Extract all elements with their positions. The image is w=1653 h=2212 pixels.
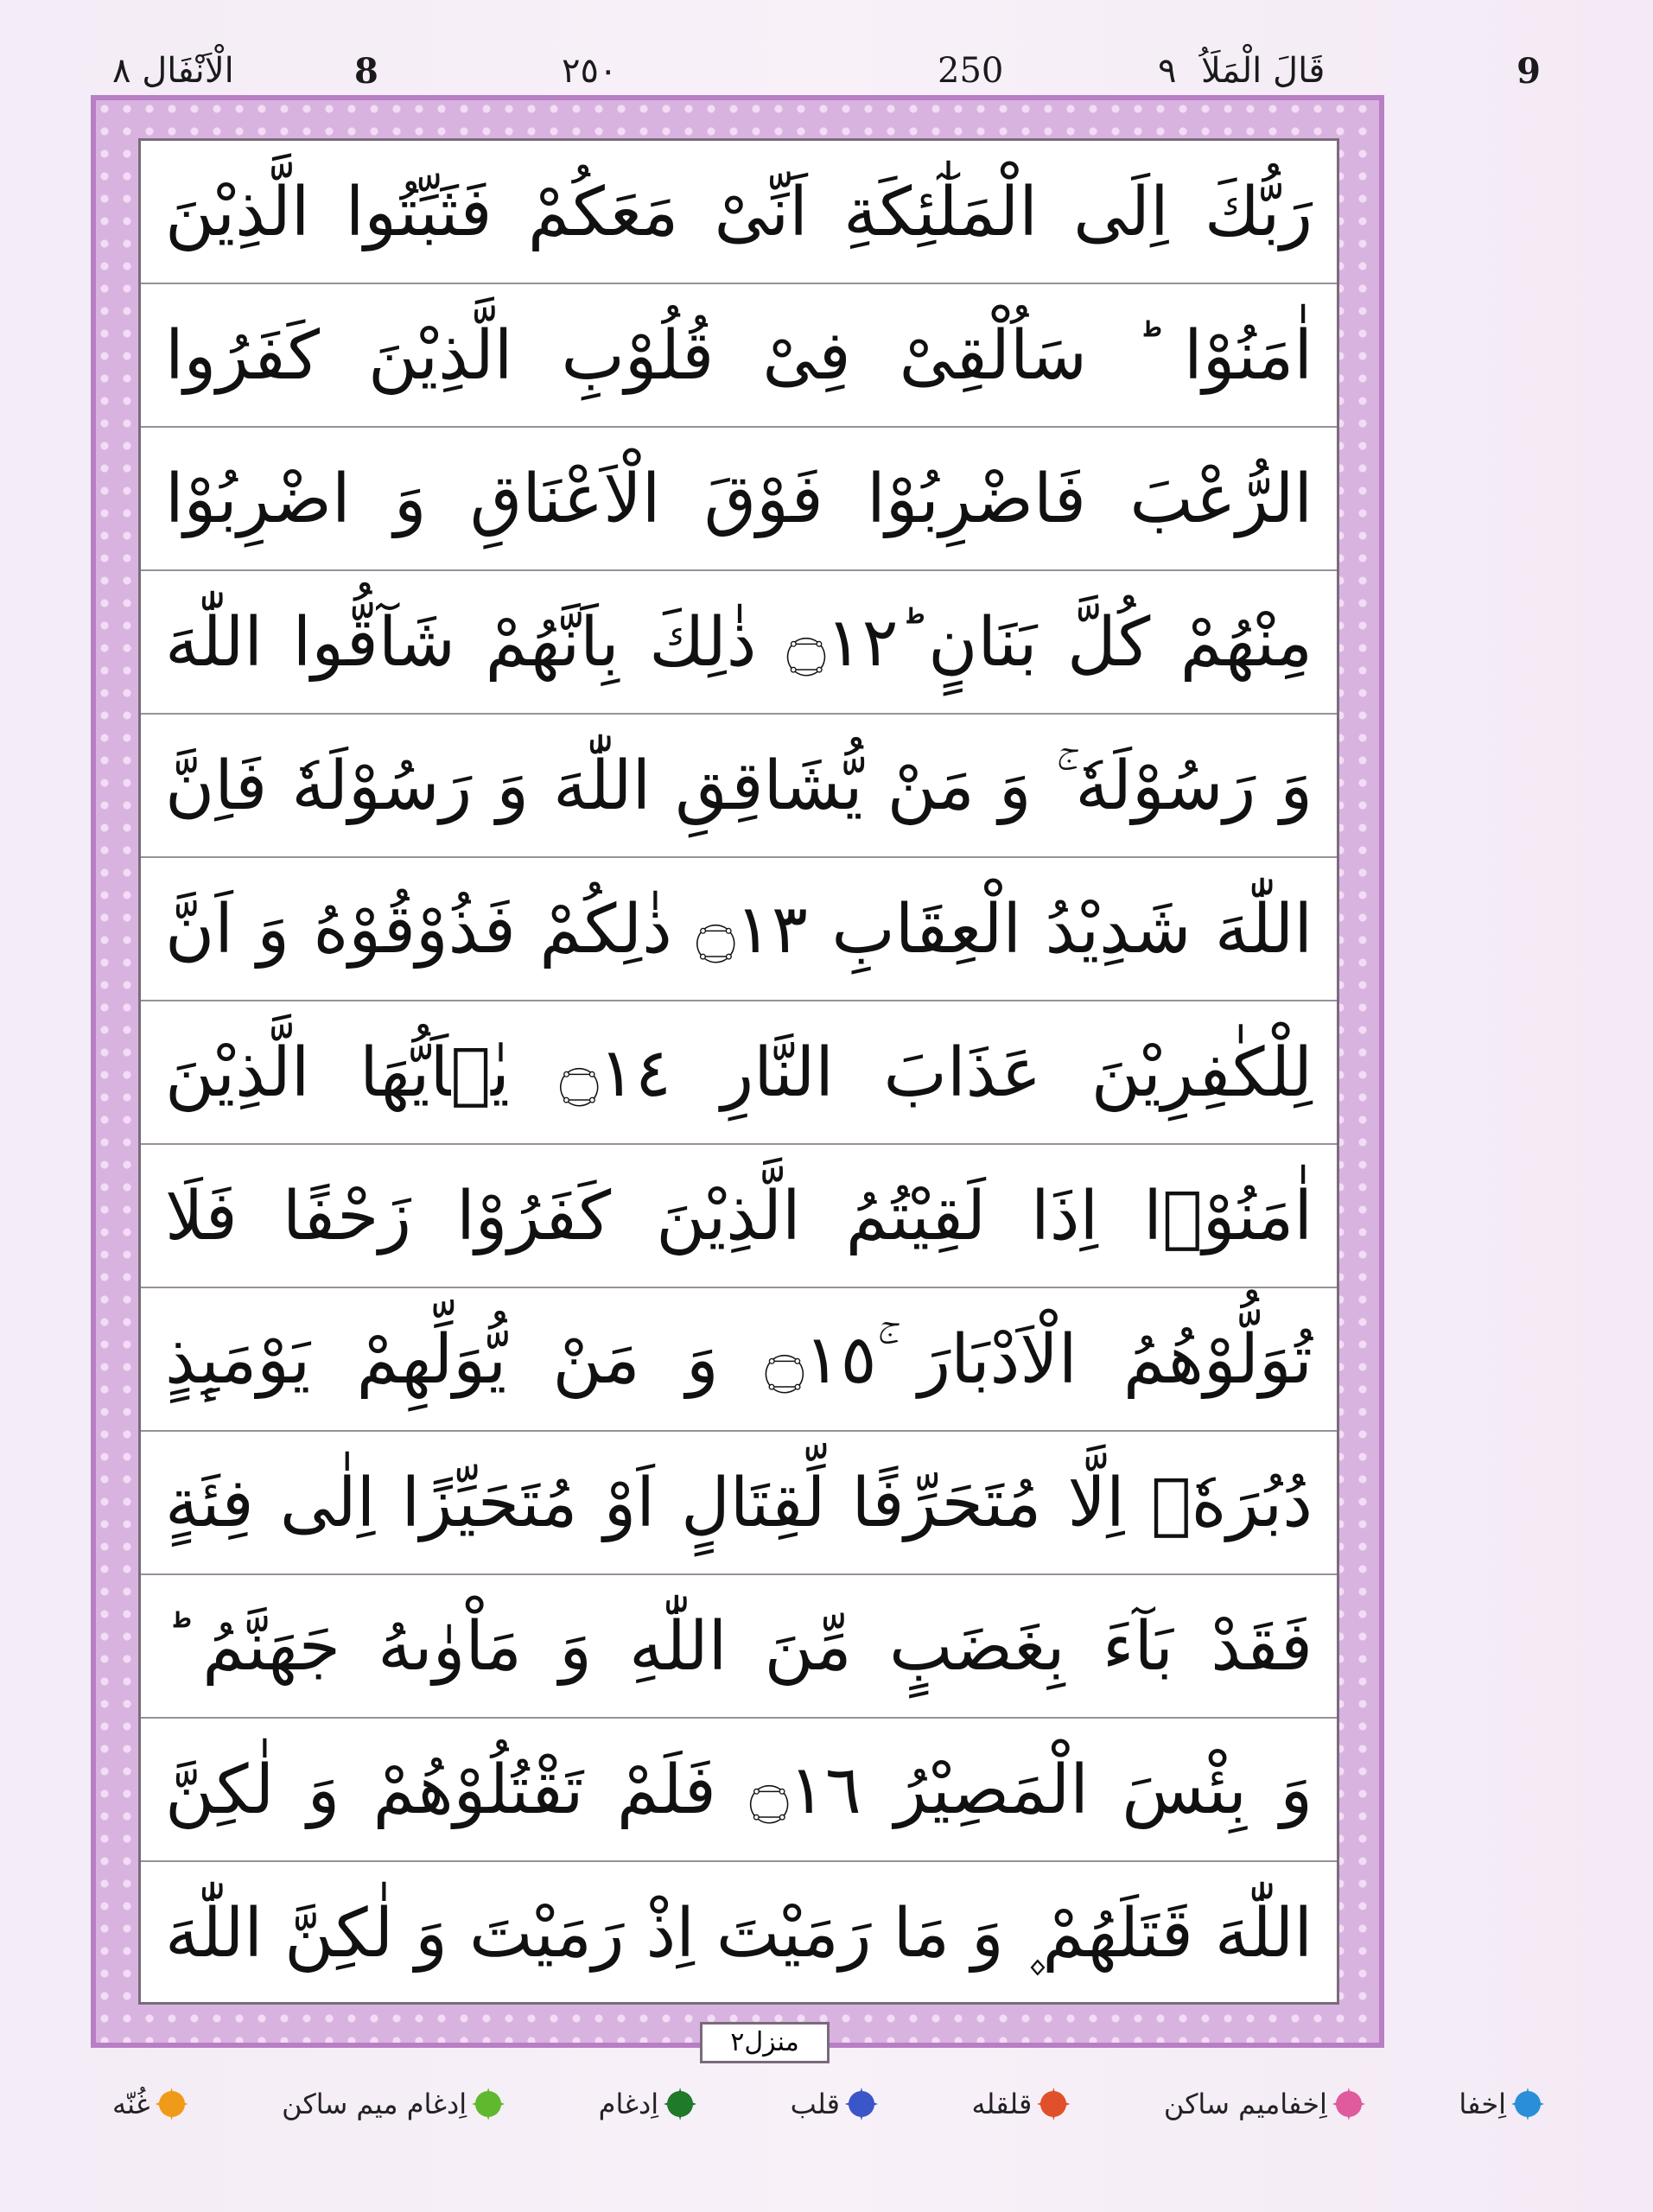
- star-icon: [1515, 2091, 1541, 2117]
- tajweed-legend: [112, 2078, 1541, 2130]
- star-icon: [1336, 2091, 1362, 2117]
- page-header: [112, 48, 1541, 95]
- page-number: 250: [938, 51, 1004, 91]
- legend-item: [971, 2088, 1066, 2120]
- legend-item: [282, 2088, 501, 2120]
- legend-label: اِدغام میم ساکن: [282, 2088, 467, 2120]
- verse-line-2: اٰمَنُوْا ؕ سَاُلْقِیْ فِیْ قُلُوْبِ الَّذِیْنَ كَفَرُوا: [141, 284, 1337, 428]
- verse-line-13: اللّٰهَ قَتَلَهُمْ ۪ وَ مَا رَمَیْتَ اِذْ رَمَیْتَ وَ لٰكِنَّ اللّٰهَ: [165, 1895, 1313, 1973]
- quran-text-box: [138, 138, 1339, 2005]
- verse-line-9: تُوَلُّوْهُمُ الْاَدْبَارَ ۚ۝١٥ وَ مَنْ یُّوَلِّهِمْ یَوْمَىِٕذٍ: [141, 1288, 1337, 1432]
- legend-label: قلقله: [971, 2088, 1033, 2120]
- verse-line-8: اٰمَنُوْۤا اِذَا لَقِیْتُمُ الَّذِیْنَ كَفَرُوْا زَحْفًا فَلَا: [141, 1145, 1337, 1288]
- legend-item: [1459, 2088, 1541, 2120]
- star-icon: [1040, 2091, 1066, 2117]
- verse-line-4: مِنْهُمْ كُلَّ بَنَانٍ ؕ۝١٢ ذٰلِكَ بِاَنَّهُمْ شَآقُّوا اللّٰهَ: [141, 571, 1337, 715]
- verse-line-11: فَقَدْ بَآءَ بِغَضَبٍ مِّنَ اللّٰهِ وَ مَاْوٰىهُ جَهَنَّمُ ؕ: [141, 1575, 1337, 1719]
- star-icon: [159, 2091, 185, 2117]
- verse-line-6: اللّٰهَ شَدِیْدُ الْعِقَابِ ۝١٣ ذٰلِكُمْ فَذُوْقُوْهُ وَ اَنَّ: [141, 858, 1337, 1001]
- legend-label: قلب: [790, 2088, 840, 2120]
- verse-line-7: لِلْكٰفِرِیْنَ عَذَابَ النَّارِ ۝١٤ یٰۤاَیُّهَا الَّذِیْنَ: [141, 1001, 1337, 1145]
- legend-item: [599, 2088, 693, 2120]
- star-icon: [667, 2091, 693, 2117]
- manzil-label: منزل٢: [700, 2022, 830, 2063]
- legend-label: اِخفامیم ساکن: [1163, 2088, 1327, 2120]
- verse-line-3: الرُّعْبَ فَاضْرِبُوْا فَوْقَ الْاَعْنَاقِ وَ اضْرِبُوْا: [141, 428, 1337, 571]
- legend-item: [791, 2088, 874, 2120]
- verse-line-5: وَ رَسُوْلَهٗ ۚ وَ مَنْ یُّشَاقِقِ اللّٰهَ وَ رَسُوْلَهٗ فَاِنَّ: [141, 715, 1337, 858]
- legend-item: [1164, 2088, 1362, 2120]
- legend-label: غُنّه: [112, 2088, 150, 2120]
- star-icon: [475, 2091, 501, 2117]
- verse-line-12: وَ بِئْسَ الْمَصِیْرُ ۝١٦ فَلَمْ تَقْتُلُوْهُمْ وَ لٰكِنَّ: [141, 1719, 1337, 1862]
- juz-number-arabic: ٩: [1158, 51, 1177, 91]
- legend-label: اِخفا: [1459, 2088, 1506, 2120]
- juz-name: قَالَ الْمَلَاُ: [1201, 51, 1326, 91]
- legend-label: اِدغام: [598, 2088, 659, 2120]
- legend-item: [112, 2088, 185, 2120]
- juz-number: 9: [1516, 51, 1541, 92]
- verse-line-1: رَبُّكَ اِلَى الْمَلٰٓئِكَةِ اَنِّیْ مَعَكُمْ فَثَبِّتُوا الَّذِیْنَ: [141, 141, 1337, 284]
- surah-name: الْاَنْفَال ٨: [112, 51, 234, 91]
- star-icon: [849, 2091, 874, 2117]
- page-number-arabic: ٢٥٠: [562, 51, 618, 91]
- surah-number: 8: [354, 51, 378, 92]
- verse-line-10: دُبُرَهٗۤ اِلَّا مُتَحَرِّفًا لِّقِتَالٍ اَوْ مُتَحَیِّزًا اِلٰى فِئَةٍ: [141, 1432, 1337, 1575]
